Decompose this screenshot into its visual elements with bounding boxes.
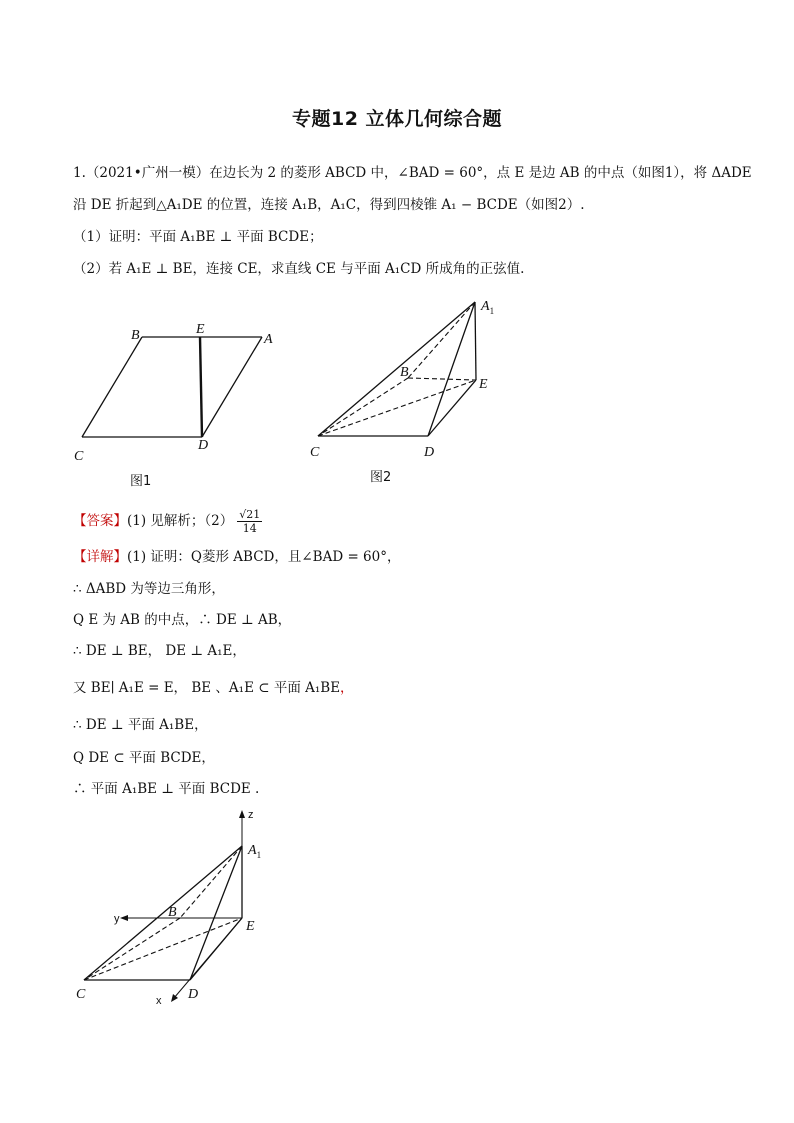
label-A1: $A_1$: [248, 843, 262, 860]
label-B: B: [400, 365, 409, 380]
label-E: E: [246, 919, 255, 934]
detail-text-5-comma: ，: [340, 680, 354, 696]
answer-text: (1) 见解析；（2）: [127, 513, 234, 529]
edge-BC: [84, 918, 180, 980]
edge-A1B: [180, 846, 242, 918]
detail-line-3: Q E 为 AB 的中点，∴ DE ⊥ AB，: [73, 612, 292, 628]
figure-1-caption: 图1: [130, 474, 152, 489]
label-C: C: [310, 445, 320, 460]
label-A1: $A_1$: [481, 299, 495, 316]
fraction-denominator: 14: [242, 522, 257, 535]
label-C: C: [76, 987, 86, 1002]
label-y: y: [114, 913, 120, 925]
figure-1-rhombus: [70, 315, 290, 465]
detail-line-4: ∴ DE ⊥ BE， DE ⊥ A₁E，: [73, 643, 246, 659]
edge-DA: [202, 337, 262, 437]
label-E: E: [196, 322, 205, 337]
label-B: B: [168, 905, 177, 920]
figure-2-caption: 图2: [370, 470, 392, 485]
fraction-numerator: √21: [239, 508, 261, 521]
detail-text-1: (1) 证明：Q菱形 ABCD，且∠BAD = 60°，: [127, 549, 401, 565]
label-A: A: [264, 332, 273, 347]
y-axis-arrow: [120, 915, 128, 921]
label-D: D: [198, 438, 209, 453]
edge-BC: [82, 337, 142, 437]
label-D: D: [424, 445, 435, 460]
detail-line-6: ∴ DE ⊥ 平面 A₁BE，: [73, 717, 208, 733]
figure-2-pyramid: [300, 290, 520, 470]
page-title: 专题12 立体几何综合题: [291, 108, 503, 130]
detail-line-5: [73, 679, 354, 697]
edge-BE: [408, 378, 476, 380]
problem-part-2: （2）若 A₁E ⊥ BE，连接 CE，求直线 CE 与平面 A₁CD 所成角的正弦值.: [73, 261, 525, 277]
answer-tag: 【答案】: [73, 513, 127, 529]
label-z: z: [248, 809, 254, 821]
figure-3-coordinate-pyramid: [70, 808, 290, 1008]
detail-line-1: [73, 548, 400, 566]
edge-DE: [190, 918, 242, 980]
edge-ED: [200, 337, 202, 437]
detail-tag: 【详解】: [73, 549, 127, 565]
detail-line-7: Q DE ⊂ 平面 BCDE，: [73, 750, 215, 766]
problem-line-1: 1.（2021•广州一模）在边长为 2 的菱形 ABCD 中，∠BAD = 60°，点 E 是边 AB 的中点（如图1），将 ΔADE: [73, 165, 752, 181]
detail-text-5: 又 BE∣ A₁E = E， BE 、A₁E ⊂ 平面 A₁BE: [73, 680, 341, 696]
answer-line: [73, 508, 262, 535]
problem-part-1: （1）证明：平面 A₁BE ⊥ 平面 BCDE；: [73, 229, 323, 245]
detail-line-2: ∴ ΔABD 为等边三角形，: [73, 581, 225, 597]
edge-DE: [428, 380, 476, 436]
z-axis-arrow: [239, 810, 245, 818]
label-x: x: [156, 995, 162, 1007]
edge-BC: [318, 378, 408, 436]
label-C: C: [74, 449, 84, 464]
label-E: E: [479, 377, 488, 392]
label-D: D: [188, 987, 199, 1002]
edge-A1E: [475, 302, 476, 380]
edge-CE: [84, 918, 242, 980]
label-B: B: [131, 328, 140, 343]
edge-A1C: [84, 846, 242, 980]
edge-A1B: [408, 302, 475, 378]
detail-line-8: ∴ 平面 A₁BE ⊥ 平面 BCDE .: [73, 781, 260, 797]
answer-fraction: [237, 508, 262, 535]
problem-line-2: 沿 DE 折起到△A₁DE 的位置，连接 A₁B，A₁C，得到四棱锥 A₁ − BCDE（如图2）.: [73, 197, 585, 213]
edge-A1D: [190, 846, 242, 980]
